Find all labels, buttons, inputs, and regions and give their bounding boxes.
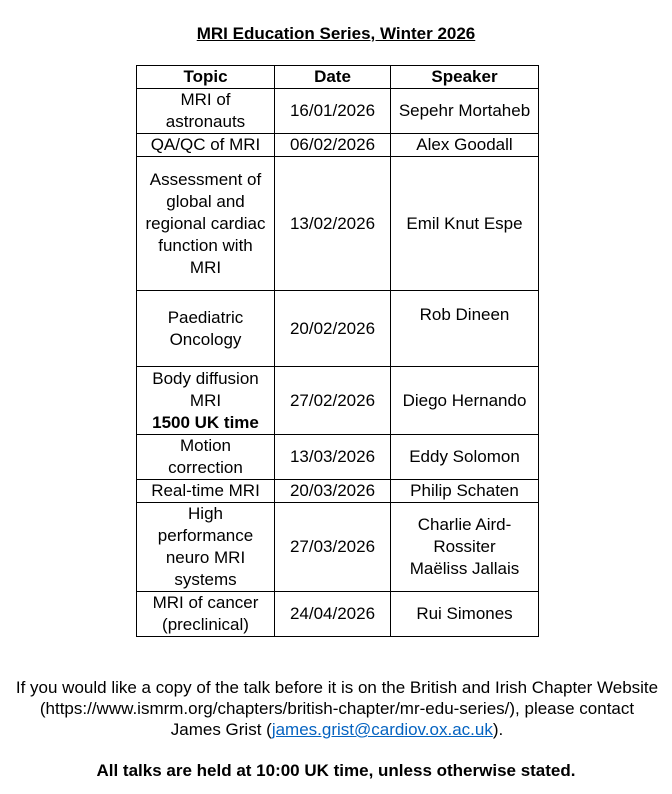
speaker-name: Rob Dineen [419, 305, 510, 324]
date-cell: 06/02/2026 [275, 134, 391, 157]
date-cell: 20/02/2026 [275, 291, 391, 367]
topic-text: MRI of astronauts [165, 90, 246, 131]
topic-cell [137, 291, 275, 367]
topic-cell [137, 503, 275, 592]
table-row [137, 291, 539, 367]
speaker-cell [391, 291, 539, 367]
header-speaker: Speaker [391, 66, 539, 89]
speaker-name: Eddy Solomon [409, 447, 520, 466]
topic-text: QA/QC of MRI [150, 135, 261, 154]
document-title [0, 24, 672, 44]
speaker-cell [391, 480, 539, 503]
topic-text: Paediatric Oncology [167, 307, 244, 349]
footer-text: If you would like a copy of the talk before it is on the British and Irish Chapter Website (https://www.ismrm.org/chapters/british-chapter/mr-edu-series/), please contact James Grist ( [15, 678, 659, 739]
date-cell: 13/02/2026 [275, 157, 391, 291]
speaker-name: Emil Knut Espe [406, 213, 523, 233]
speaker-cell [391, 592, 539, 637]
table-row [137, 480, 539, 503]
table-row [137, 592, 539, 637]
contact-email-link[interactable]: james.grist@cardiov.ox.ac.uk [271, 720, 493, 739]
date-cell: 27/02/2026 [275, 367, 391, 435]
speaker-name: Alex Goodall [416, 135, 513, 154]
time-notice: All talks are held at 10:00 UK time, unless otherwise stated. [96, 761, 576, 780]
topic-cell [137, 367, 275, 435]
footer-text-end: ). [492, 720, 504, 739]
topic-text: Body diffusion MRI [152, 368, 259, 410]
speaker-name: Maëliss Jallais [409, 559, 520, 578]
speaker-name: Diego Hernando [402, 390, 527, 410]
time-note: 1500 UK time [152, 412, 259, 432]
topic-cell [137, 480, 275, 503]
date-cell: 20/03/2026 [275, 480, 391, 503]
schedule-table [136, 65, 539, 637]
speaker-name: Charlie Aird-Rossiter [417, 515, 512, 556]
header-topic: Topic [137, 66, 275, 89]
speaker-name: Sepehr Mortaheb [398, 101, 531, 120]
document-title-text: MRI Education Series, Winter 2026 [196, 24, 476, 43]
topic-text: Assessment of global and regional cardiac function with MRI [145, 169, 266, 277]
speaker-cell [391, 134, 539, 157]
topic-cell [137, 592, 275, 637]
topic-cell [137, 157, 275, 291]
topic-text: Real-time MRI [151, 481, 260, 500]
table-row [137, 157, 539, 291]
speaker-cell [391, 89, 539, 134]
speaker-name: Philip Schaten [410, 481, 519, 500]
topic-text: MRI of cancer (preclinical) [152, 593, 259, 634]
speaker-name: Rui Simones [416, 604, 513, 623]
date-cell: 16/01/2026 [275, 89, 391, 134]
date-cell: 27/03/2026 [275, 503, 391, 592]
table-row [137, 134, 539, 157]
speaker-cell [391, 503, 539, 592]
topic-cell [137, 134, 275, 157]
footer-paragraph [14, 677, 660, 740]
table-row [137, 435, 539, 480]
table-row [137, 89, 539, 134]
header-date: Date [275, 66, 391, 89]
date-cell: 13/03/2026 [275, 435, 391, 480]
speaker-cell [391, 367, 539, 435]
speaker-cell [391, 435, 539, 480]
table-row [137, 367, 539, 435]
topic-text: High performance neuro MRI systems [157, 504, 254, 589]
speaker-cell [391, 157, 539, 291]
table-row [137, 503, 539, 592]
date-cell: 24/04/2026 [275, 592, 391, 637]
topic-cell [137, 435, 275, 480]
topic-text: Motion correction [168, 436, 243, 477]
topic-cell [137, 89, 275, 134]
table-header-row [137, 66, 539, 89]
